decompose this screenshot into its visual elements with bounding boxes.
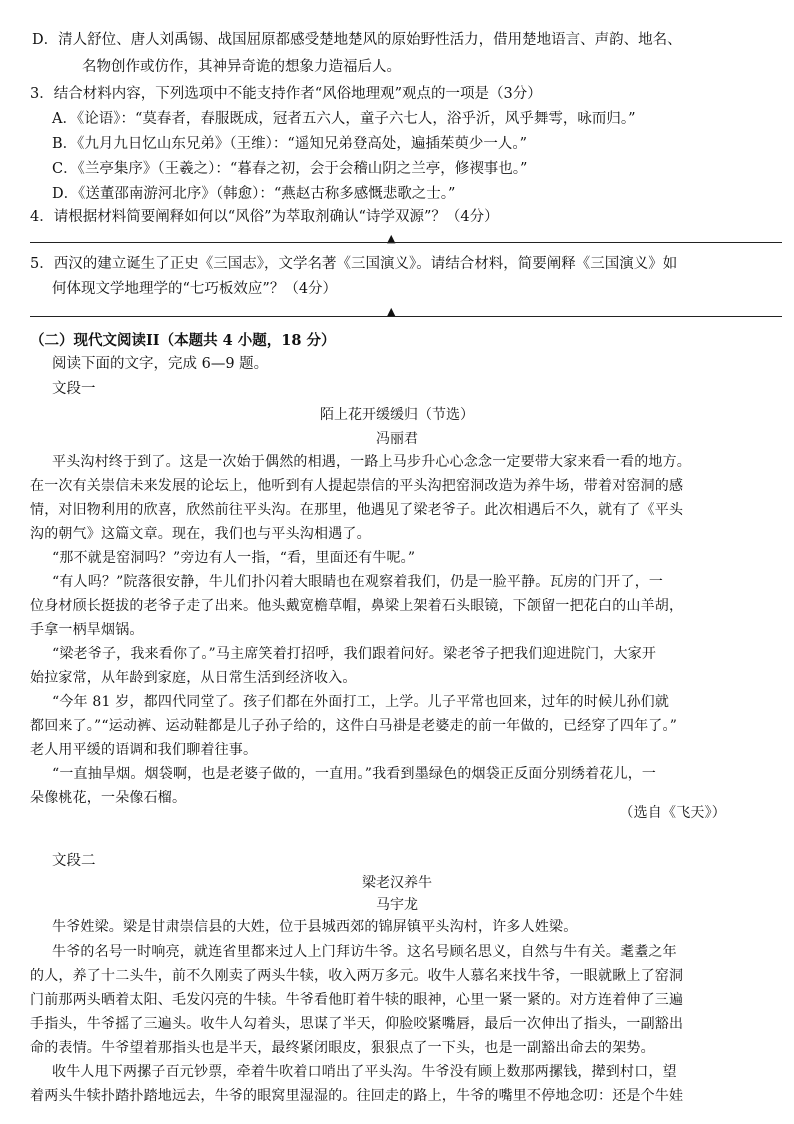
section-heading: （二）现代文阅读II（本题共 4 小题，18 分） <box>30 332 336 349</box>
passage-1-text-line: “今年 81 岁，都四代同堂了。孩子们都在外面打工，上学。儿子平常也回来，过年的时候儿孙们就 <box>52 694 670 710</box>
answer-rule <box>30 316 782 317</box>
question-3-stem: 3．结合材料内容，下列选项中不能支持作者“风俗地理观”观点的一项是（3分） <box>30 86 542 102</box>
passage-1-text-line: “有人吗？”院落很安静，牛儿们扑闪着大眼睛也在观察着我们，仍是一脸平静。瓦房的门开了，一 <box>52 574 664 590</box>
passage-2-text-line: 牛爷的名号一时响亮，就连省里都来过人上门拜访牛爷。这名号顾名思义，自然与牛有关。耄耋之年 <box>52 944 677 960</box>
passage-2-text-line: 门前那两头晒着太阳、毛发闪亮的牛犊。牛爷看他盯着牛犊的眼神，心里一紧一紧的。对方连着伸了三遍 <box>30 992 684 1008</box>
passage-1-source: （选自《飞天》） <box>619 805 726 821</box>
passage-2-text-line: 命的表情。牛爷望着那指头也是半天，最终紧闭眼皮，狠狠点了一下头，也是一副豁出命去的架势。 <box>30 1040 655 1056</box>
question-3-option-d: D．《送董邵南游河北序》（韩愈）：“燕赵古称多感慨悲歌之士。” <box>52 186 456 202</box>
question-3-option-c: C．《兰亭集序》（王羲之）：“暮春之初，会于会稽山阴之兰亭，修禊事也。” <box>52 161 528 177</box>
passage-2-label: 文段二 <box>52 853 96 869</box>
passage-1-text-line: 沟的朝气》这篇文章。现在，我们也与平头沟相遇了。 <box>30 526 371 542</box>
passage-2-title: 梁老汉养牛 <box>362 875 432 891</box>
passage-1-author: 冯丽君 <box>376 431 418 447</box>
passage-1-text-line: 都回来了。”“运动裤、运动鞋都是儿子孙子给的，这件白马褂是老婆走的前一年做的，已经穿了四年了。” <box>30 718 678 734</box>
passage-1-text-line: 手拿一柄旱烟锅。 <box>30 622 144 638</box>
question-5-line1: 5．西汉的建立诞生了正史《三国志》，文学名著《三国演义》。请结合材料，简要阐释《三国演义》如 <box>30 256 678 272</box>
question-3-option-b: B．《九月九日忆山东兄弟》（王维）：“遥知兄弟登高处，遍插茱萸少一人。” <box>52 136 527 152</box>
passage-2-text-line: 收牛人甩下两摞子百元钞票，牵着牛吹着口哨出了平头沟。牛爷没有顾上数那两摞钱，撵到村口，望 <box>52 1064 677 1080</box>
passage-1-text-line: 老人用平缓的语调和我们聊着往事。 <box>30 742 258 758</box>
passage-1-text-line: 位身材颀长挺拔的老爷子走了出来。他头戴宽檐草帽，鼻梁上架着石头眼镜，下颌留一把花白的山羊胡， <box>30 598 684 614</box>
answer-marker-triangle: ▲ <box>387 305 396 318</box>
answer-marker-triangle: ▲ <box>387 232 396 245</box>
passage-1-text-line: 情，对旧物利用的欣喜，欣然前往平头沟。在那里，他遇见了梁老爷子。此次相遇后不久，就有了《平头 <box>30 502 684 518</box>
passage-1-text-line: “那不就是窑洞吗？”旁边有人一指，“看，里面还有牛呢。” <box>52 550 416 566</box>
passage-2-text-line: 的人，养了十二头牛，前不久刚卖了两头牛犊，收入两万多元。收牛人慕名来找牛爷，一眼就瞅上了窑洞 <box>30 968 684 984</box>
passage-2-text-line: 手指头，牛爷摇了三遍头。收牛人勾着头，思谋了半天，仰脸咬紧嘴唇，最后一次伸出了指头，一副豁出 <box>30 1016 684 1032</box>
answer-rule <box>30 242 782 243</box>
passage-2-text-line: 牛爷姓梁。梁是甘肃崇信县的大姓，位于县城西郊的锦屏镇平头沟村，许多人姓梁。 <box>52 919 578 935</box>
passage-1-text-line: 朵像桃花，一朵像石榴。 <box>30 790 187 806</box>
passage-1-text-line: “梁老爷子，我来看你了。”马主席笑着打招呼，我们跟着问好。梁老爷子把我们迎进院门，大家开 <box>52 646 657 662</box>
passage-1-text-line: 始拉家常，从年龄到家庭，从日常生活到经济收入。 <box>30 670 357 686</box>
passage-1-text-line: 平头沟村终于到了。这是一次始于偶然的相遇，一路上马步升心心念念一定要带大家来看一看的地方。 <box>52 454 691 470</box>
passage-1-text-line: 在一次有关崇信未来发展的论坛上，他听到有人提起崇信的平头沟把窑洞改造为养牛场，带着对窑洞的感 <box>30 478 684 494</box>
question-4-stem: 4．请根据材料简要阐释如何以“风俗”为萃取剂确认“诗学双源”？（4分） <box>30 209 499 225</box>
passage-1-title: 陌上花开缓缓归（节选） <box>320 407 474 423</box>
question-5-line2: 何体现文学地理学的“七巧板效应”？（4分） <box>52 281 338 297</box>
section-instruction: 阅读下面的文字，完成 6—9 题。 <box>52 356 269 372</box>
passage-1-text-line: “一直抽旱烟。烟袋啊，也是老婆子做的，一直用。”我看到墨绿色的烟袋正反面分别绣着花儿，一 <box>52 766 657 782</box>
passage-2-author: 马宇龙 <box>376 897 418 913</box>
passage-2-text-line: 着两头牛犊扑踏扑踏地远去，牛爷的眼窝里湿湿的。往回走的路上，牛爷的嘴里不停地念叨：还是个牛娃 <box>30 1088 684 1104</box>
passage-1-label: 文段一 <box>52 381 96 397</box>
option-d-line1: D．清人舒位、唐人刘禹锡、战国屈原都感受楚地楚风的原始野性活力，借用楚地语言、声韵、地名、 <box>32 32 682 48</box>
question-3-option-a: A．《论语》：“莫春者，春服既成，冠者五六人，童子六七人，浴乎沂，风乎舞雩，咏而归。” <box>52 111 636 127</box>
option-d-line2: 名物创作或仿作，其神异奇诡的想象力造福后人。 <box>82 59 401 75</box>
